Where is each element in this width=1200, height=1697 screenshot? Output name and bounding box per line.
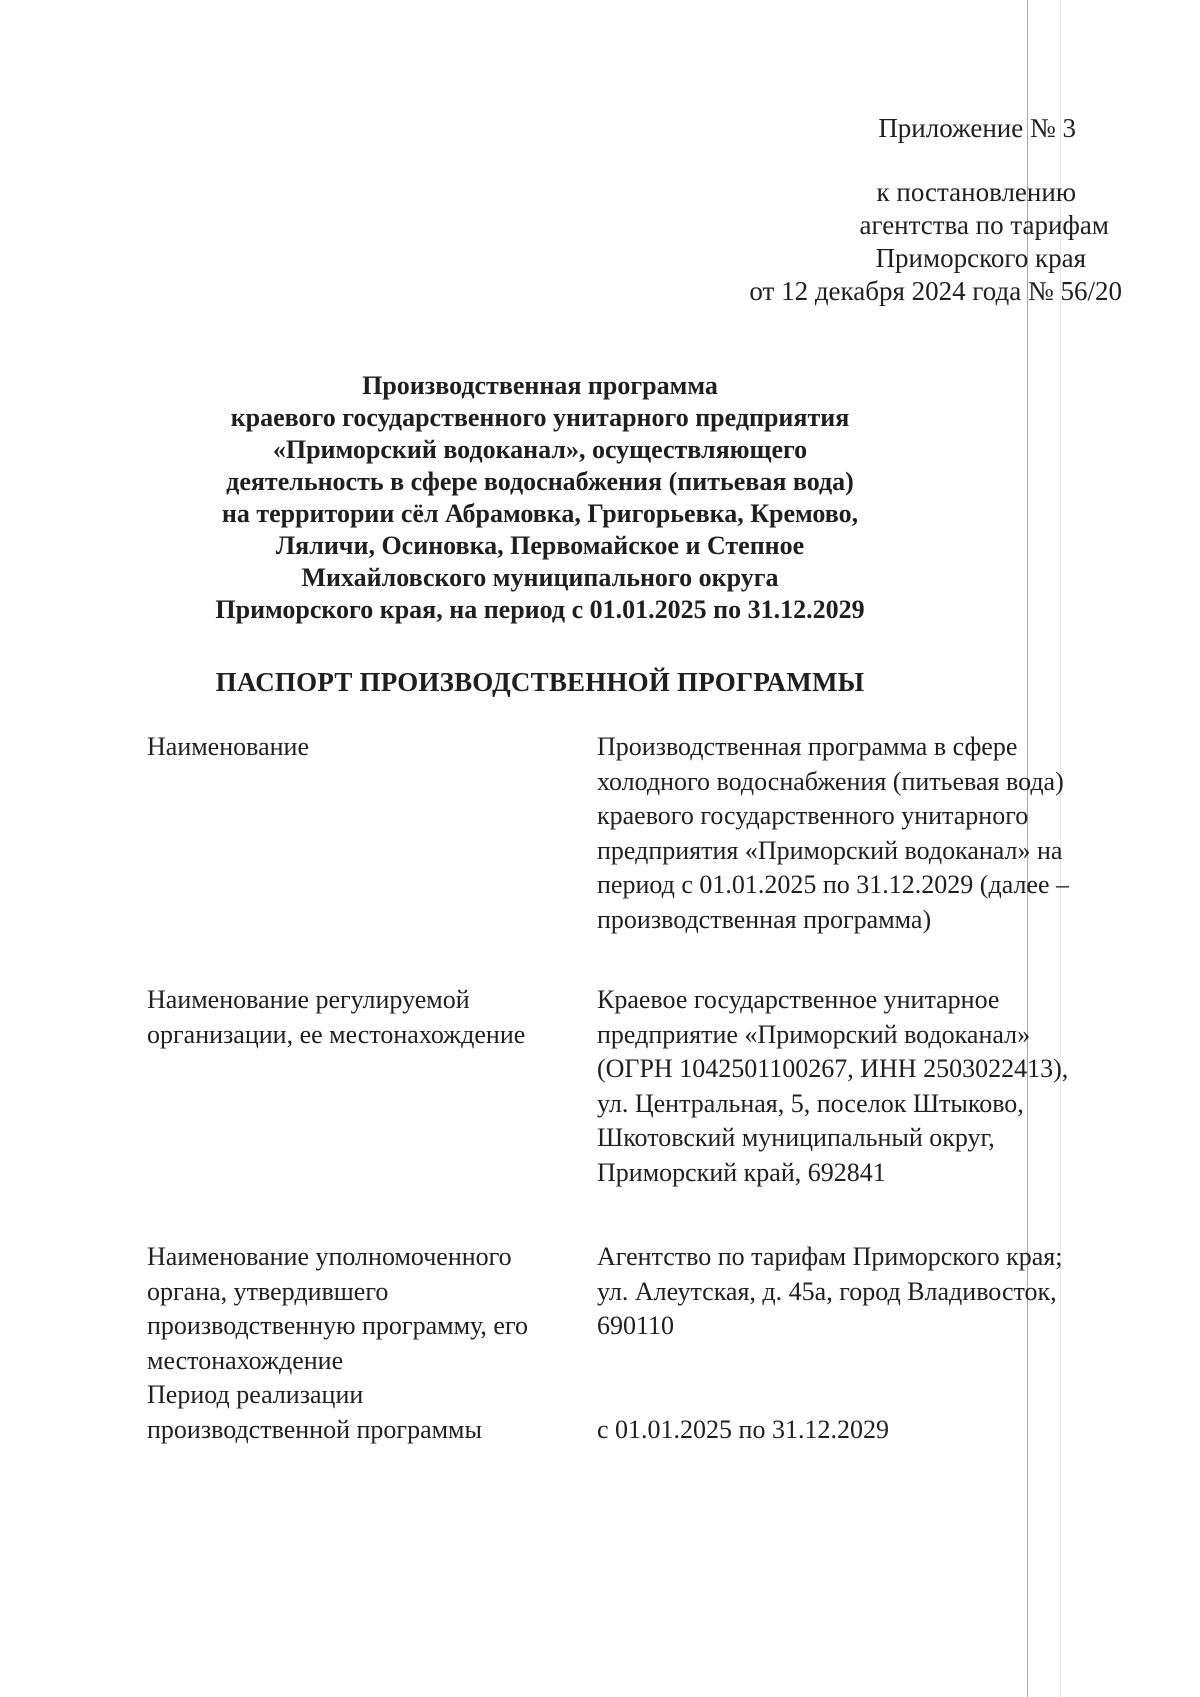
approval-line: Приморского края	[875, 243, 1086, 273]
approval-line: к постановлению	[876, 177, 1076, 207]
value-line: период с 01.01.2025 по 31.12.2029 (далее –	[597, 870, 1070, 899]
row-value	[597, 983, 1127, 1190]
value-line: краевого государственного унитарного	[597, 801, 1029, 830]
value-line: Краевое государственное унитарное	[597, 985, 1000, 1014]
value-line: предприятие «Приморский водоканал»	[597, 1019, 1031, 1049]
label-line: Наименование уполномоченного	[147, 1242, 512, 1271]
label-line: организации, ее местонахождение	[147, 1019, 526, 1049]
label-line: производственную программу, его	[147, 1311, 528, 1340]
value-line: Агентство по тарифам Приморского края;	[597, 1242, 1063, 1271]
value-line: Производственная программа в сфере	[597, 732, 1018, 761]
value-line: холодного водоснабжения (питьевая вода)	[597, 766, 1064, 796]
row-value	[597, 730, 1127, 937]
label-line: Наименование	[147, 732, 309, 761]
label-line: местонахождение	[147, 1345, 344, 1375]
title-line: Приморского края, на период с 01.01.2025 по 31.12.2029	[215, 595, 865, 624]
title-line: краевого государственного унитарного предприятия	[230, 403, 850, 432]
approval-block	[602, 112, 1122, 308]
document-title	[200, 370, 880, 626]
title-line: Производственная программа	[362, 371, 718, 400]
title-line: «Приморский водоканал», осуществляющего	[272, 435, 808, 464]
title-line: Ляличи, Осиновка, Первомайское и Степное	[275, 531, 805, 560]
value-line: (ОГРН 1042501100267, ИНН 2503022413),	[597, 1054, 1069, 1083]
value-line: с 01.01.2025 по 31.12.2029	[597, 1415, 889, 1444]
value-line: предприятия «Приморский водоканал» на	[597, 835, 1063, 865]
title-line: Михайловского муниципального округа	[301, 563, 779, 592]
annex-number: Приложение № 3	[878, 113, 1076, 143]
label-line: производственной программы	[147, 1414, 482, 1444]
title-line: деятельность в сфере водоснабжения (питьевая вода)	[226, 467, 854, 496]
title-line: на территории сёл Абрамовка, Григорьевка, Кремово,	[221, 499, 859, 528]
approval-line: от 12 декабря 2024 года № 56/20	[749, 276, 1122, 306]
label-line: Наименование регулируемой	[147, 985, 470, 1014]
row-label	[147, 983, 577, 1052]
label-line: органа, утвердившего	[147, 1276, 389, 1306]
value-line: ул. Центральная, 5, поселок Штыково,	[597, 1088, 1024, 1118]
label-line: Период реализации	[147, 1380, 364, 1409]
row-value	[597, 1240, 1127, 1344]
approval-line: агентства по тарифам	[859, 210, 1109, 240]
row-value	[597, 1413, 1127, 1448]
value-line: 690110	[597, 1311, 675, 1340]
value-line: Шкотовский муниципальный округ,	[597, 1123, 995, 1152]
value-line: производственная программа)	[597, 904, 932, 934]
value-line: ул. Алеутская, д. 45а, город Владивосток,	[597, 1276, 1057, 1306]
row-label	[147, 1240, 577, 1378]
passport-heading: ПАСПОРТ ПРОИЗВОДСТВЕННОЙ ПРОГРАММЫ	[215, 667, 865, 697]
row-label	[147, 730, 577, 765]
value-line: Приморский край, 692841	[597, 1157, 886, 1187]
row-label	[147, 1378, 577, 1447]
